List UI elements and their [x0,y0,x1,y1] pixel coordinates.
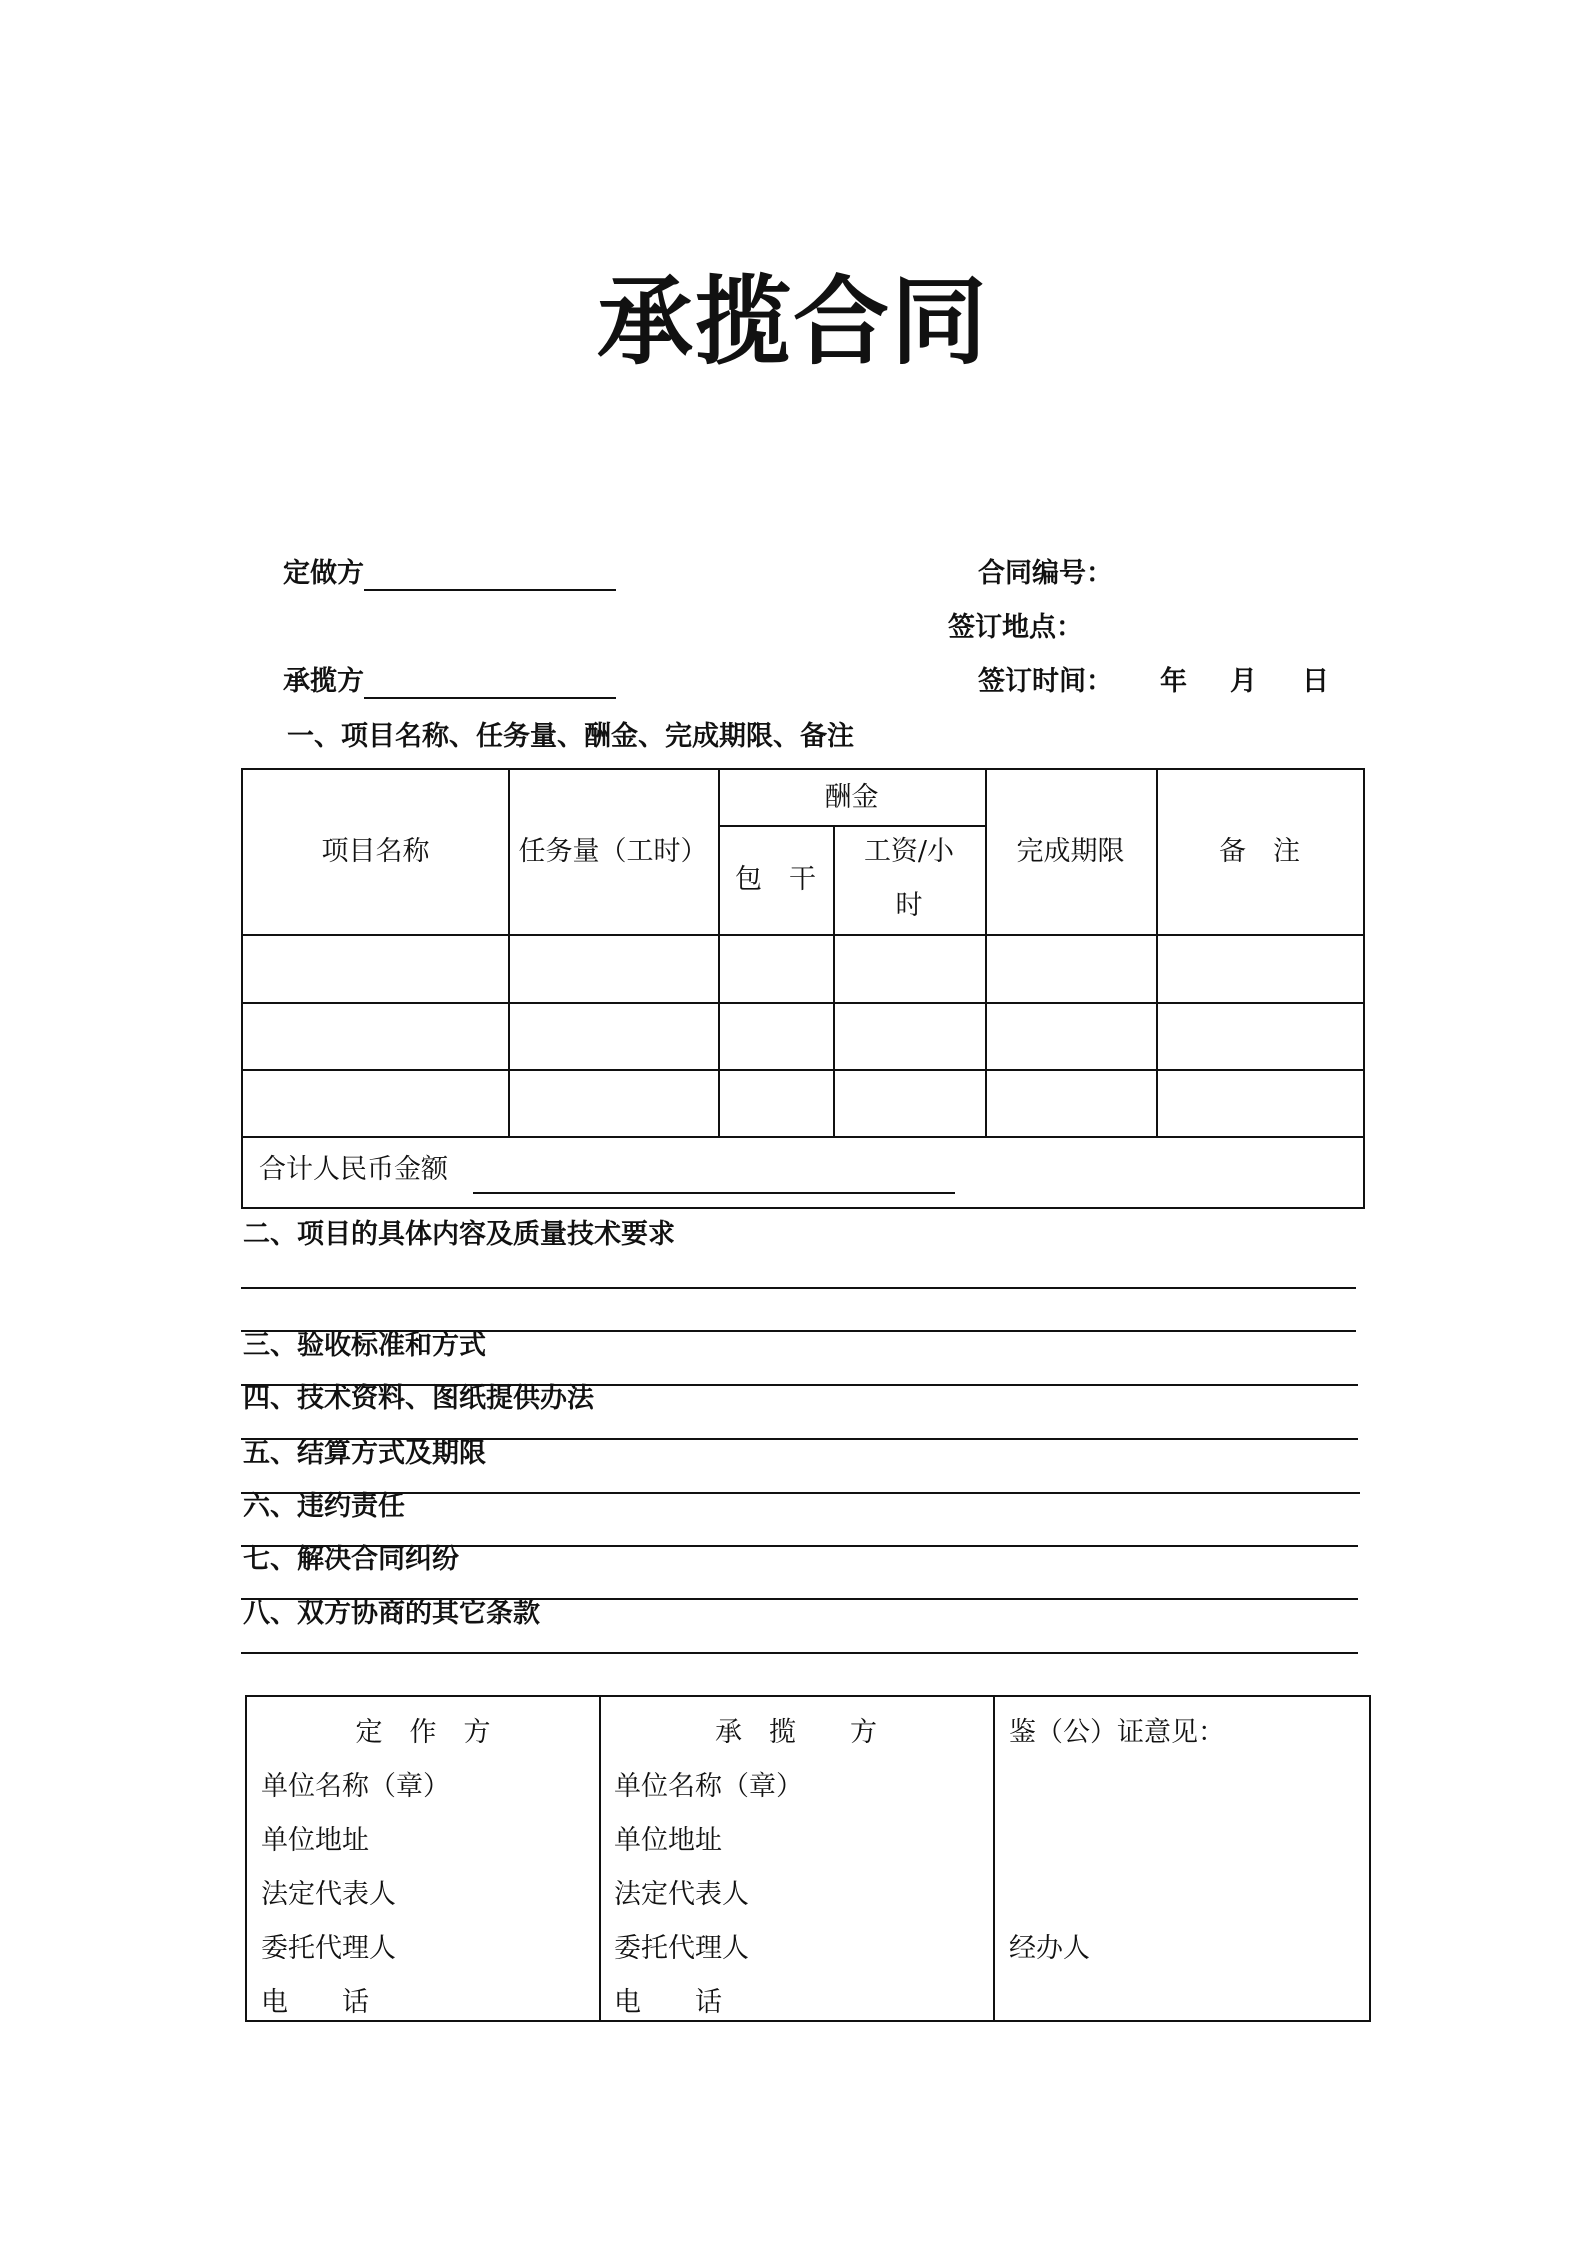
table-divider [993,1697,995,2020]
contractor-agent: 委托代理人 [614,1933,749,1964]
col-remuneration: 酬金 [824,782,879,813]
table-divider [243,1136,1363,1138]
ordering-party-label: 定做方 [283,558,364,589]
section-5-heading: 五、结算方式及期限 [243,1438,486,1469]
ordering-party-input-line[interactable] [364,561,616,591]
col-remarks: 备 注 [1219,836,1300,867]
section-7-heading: 七、解决合同纠纷 [243,1544,459,1575]
contractor-legal-rep: 法定代表人 [614,1879,749,1910]
table-divider [833,825,835,1138]
table-divider [1156,770,1158,1138]
section-2-heading: 二、项目的具体内容及质量技术要求 [243,1219,675,1250]
section-3-heading: 三、验收标准和方式 [243,1330,486,1361]
handler-label: 经办人 [1009,1933,1090,1964]
day-label: 日 [1302,666,1329,697]
section-8-heading: 八、双方协商的其它条款 [243,1598,540,1629]
ordering-party-field [283,557,616,591]
month-label: 月 [1230,666,1257,697]
contractor-phone: 电 话 [614,1987,722,2018]
ordering-legal-rep: 法定代表人 [261,1879,396,1910]
contractor-field [283,665,616,699]
col-workload: 任务量（工时） [518,836,708,867]
contractor-header: 承 揽 方 [715,1717,877,1748]
fill-line[interactable] [241,1492,1360,1494]
ordering-unit-address: 单位地址 [261,1825,369,1856]
ordering-phone: 电 话 [261,1987,369,2018]
section-4-heading: 四、技术资料、图纸提供办法 [243,1383,594,1414]
year-label: 年 [1160,666,1187,697]
total-amount-input-line[interactable] [473,1192,955,1194]
table-divider [508,770,510,1138]
col-project-name: 项目名称 [321,836,430,867]
table-row-3-cell[interactable] [243,1071,508,1136]
sub-wage-line2: 时 [895,890,923,921]
signature-table [245,1695,1371,2022]
ordering-agent: 委托代理人 [261,1933,396,1964]
table-divider [985,770,987,1138]
table-row-1-cell[interactable] [243,936,508,1002]
contract-no-label: 合同编号： [978,558,1113,589]
table-row-2-cell[interactable] [243,1004,508,1069]
project-table [241,768,1365,1209]
ordering-party-header: 定 作 方 [355,1717,491,1748]
total-amount-label: 合计人民币金额 [259,1154,448,1185]
contractor-unit-address: 单位地址 [614,1825,722,1856]
fill-line[interactable] [241,1652,1358,1654]
contractor-input-line[interactable] [364,669,616,699]
section-6-heading: 六、违约责任 [243,1491,405,1522]
sub-lump-sum: 包 干 [735,864,816,895]
col-deadline: 完成期限 [1016,836,1125,867]
notary-opinion-label: 鉴（公）证意见： [1009,1717,1225,1748]
section-1-heading: 一、项目名称、任务量、酬金、完成期限、备注 [287,721,854,752]
contractor-unit-name: 单位名称（章） [614,1771,803,1802]
fill-line[interactable] [241,1287,1356,1289]
sub-wage-line1: 工资/小 [863,836,955,867]
sign-time-label: 签订时间： [978,666,1113,697]
sign-place-label: 签订地点： [948,612,1083,643]
table-divider [718,825,985,827]
document-title: 承揽合同 [597,266,989,378]
ordering-unit-name: 单位名称（章） [261,1771,450,1802]
contractor-label: 承揽方 [283,666,364,697]
